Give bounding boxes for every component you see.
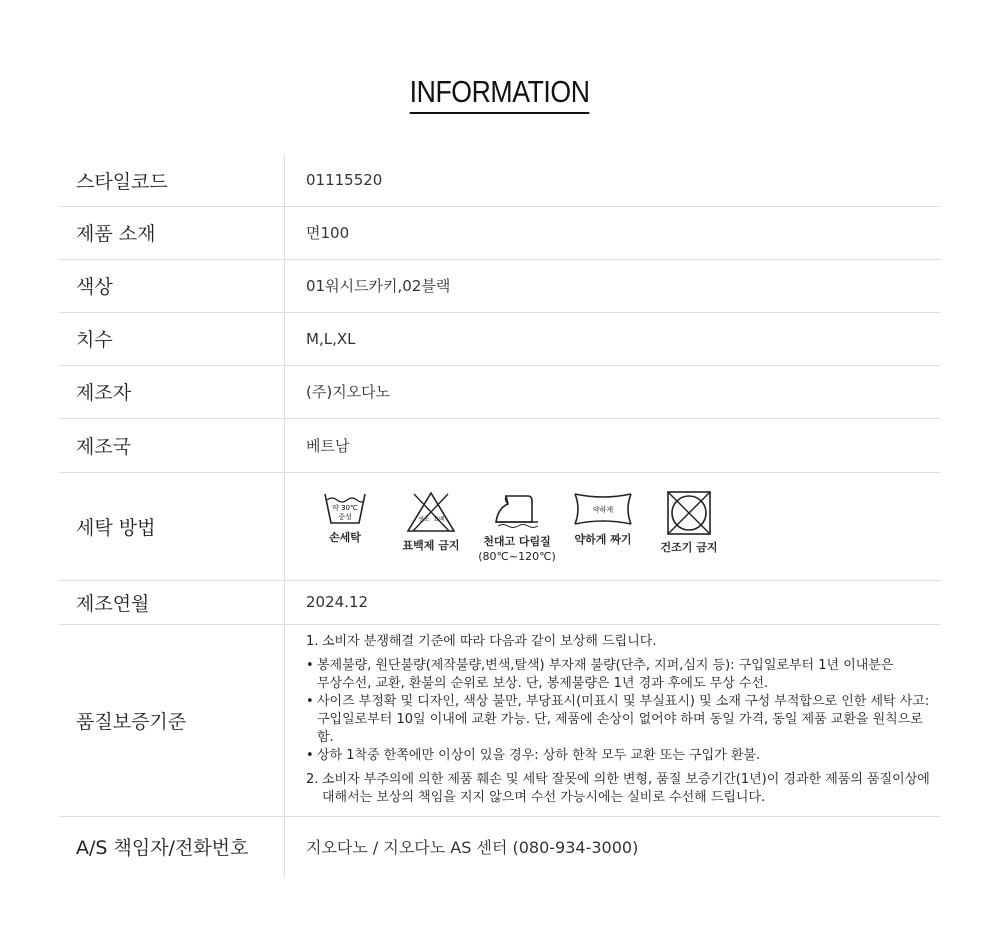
- warranty-item-line: 소비자 부주의에 의한 제품 훼손 및 세탁 잘못에 의한 변형, 품질 보증기간(1년)이 경과한 제품의 품질이상에: [322, 772, 930, 787]
- table-row: [59, 472, 940, 580]
- washing-icons-cell: [285, 472, 941, 580]
- hand-wash-icon: [322, 490, 368, 526]
- warranty-bullet: [306, 657, 940, 693]
- table-row: [59, 580, 940, 624]
- iron-icon: [492, 490, 542, 530]
- gentle-wring-item: [565, 490, 641, 565]
- table-row: [59, 816, 940, 877]
- row-value: 베트남: [285, 418, 941, 472]
- row-value: 지오다노 / 지오다노 AS 센터 (080-934-3000): [306, 838, 639, 858]
- warranty-bullet-text: [317, 693, 940, 747]
- warranty-item-text: 소비자 분쟁해결 기준에 따라 다음과 같이 보상해 드립니다.: [322, 634, 657, 649]
- row-label: A/S 책임자/전화번호: [59, 816, 285, 877]
- warranty-bullet-line: 상하 1착중 한쪽에만 이상이 있을 경우: 상하 한착 모두 교환 또는 구입가 환불.: [317, 748, 761, 763]
- title-text: INFORMATION: [410, 74, 590, 114]
- warranty-item-1: [306, 633, 940, 651]
- row-value: 01115520: [285, 155, 941, 206]
- row-label: 색상: [59, 259, 285, 312]
- iron-caption-main: 천대고 다림질: [483, 534, 551, 548]
- iron-item: [479, 490, 555, 565]
- bullet-mark: •: [306, 748, 314, 763]
- warranty-bullet-line: 봉제불량, 원단불량(제작불량,변색,탈색) 부자재 불량(단추, 지퍼,심지 등): 구입일로부터 1년 이내분은: [317, 658, 894, 673]
- no-bleach-caption: 표백제 금지: [402, 538, 460, 552]
- warranty-item-number: 2.: [306, 772, 319, 787]
- iron-caption: [478, 535, 556, 565]
- gentle-wring-text: 약하게: [592, 505, 614, 514]
- gentle-wring-caption: 약하게 짜기: [574, 532, 632, 546]
- warranty-list: [306, 633, 940, 807]
- gentle-wring-icon: [573, 490, 633, 528]
- no-bleach-text1: 염소: [418, 516, 430, 523]
- row-label: 제조국: [59, 418, 285, 472]
- warranty-bullet-line: 구입일로부터 10일 이내에 교환 가능. 단, 제품에 손상이 없어야 하며 동일 가격, 동일 제품 교환을 원칙으로 함.: [317, 712, 923, 745]
- no-bleach-item: [393, 490, 469, 565]
- no-bleach-text2: 표백: [433, 516, 445, 523]
- row-value: 2024.12: [285, 580, 941, 624]
- row-label: 세탁 방법: [59, 472, 285, 580]
- no-bleach-icon: [405, 490, 457, 534]
- warranty-bullet-line: 사이즈 부정확 및 디자인, 색상 불만, 부당표시(미표시 및 부실표시) 및 소재 구성 부적합으로 인한 세탁 사고:: [317, 694, 930, 709]
- row-label: 치수: [59, 312, 285, 365]
- warranty-bullet: [306, 747, 940, 765]
- no-tumble-dry-item: [651, 490, 727, 565]
- row-label: 제품 소재: [59, 206, 285, 259]
- row-value: 01워시드카키,02블랙: [285, 259, 941, 312]
- row-value: (주)지오다노: [285, 365, 941, 418]
- row-value: 면100: [285, 206, 941, 259]
- info-table: [59, 155, 940, 877]
- hand-wash-item: [307, 490, 383, 565]
- washing-icons: [307, 490, 940, 565]
- table-row: [59, 624, 940, 816]
- table-row: [59, 365, 940, 418]
- no-tumble-dry-caption: 건조기 금지: [660, 540, 718, 554]
- warranty-item-text: [322, 771, 930, 807]
- row-label: 품질보증기준: [59, 624, 285, 816]
- hand-wash-temp: 약 30℃: [332, 503, 358, 512]
- page-title: [0, 74, 1000, 114]
- table-row: [59, 259, 940, 312]
- warranty-item-number: 1.: [306, 634, 319, 649]
- bullet-mark: •: [306, 658, 314, 673]
- warranty-bullet-text: [317, 657, 893, 693]
- warranty-item-2: [306, 771, 940, 807]
- warranty-text: [285, 624, 941, 816]
- warranty-bullet: [306, 693, 940, 747]
- table-row: [59, 155, 940, 206]
- row-label: 제조연월: [59, 580, 285, 624]
- hand-wash-detergent: 중성: [338, 512, 352, 521]
- iron-caption-temp: (80℃~120℃): [478, 549, 556, 563]
- row-label: 제조자: [59, 365, 285, 418]
- table-row: [59, 312, 940, 365]
- hand-wash-caption: 손세탁: [329, 530, 361, 544]
- table-row: [59, 206, 940, 259]
- warranty-bullet-line: 무상수선, 교환, 환불의 순위로 보상. 단, 봉제불량은 1년 경과 후에도 무상 수선.: [317, 676, 769, 691]
- no-tumble-dry-icon: [666, 490, 712, 536]
- row-value: M,L,XL: [285, 312, 941, 365]
- table-row: [59, 418, 940, 472]
- bullet-mark: •: [306, 694, 314, 709]
- warranty-item-line: 대해서는 보상의 책임을 지지 않으며 수선 가능시에는 실비로 수선해 드립니다.: [322, 790, 766, 805]
- row-label: 스타일코드: [59, 155, 285, 206]
